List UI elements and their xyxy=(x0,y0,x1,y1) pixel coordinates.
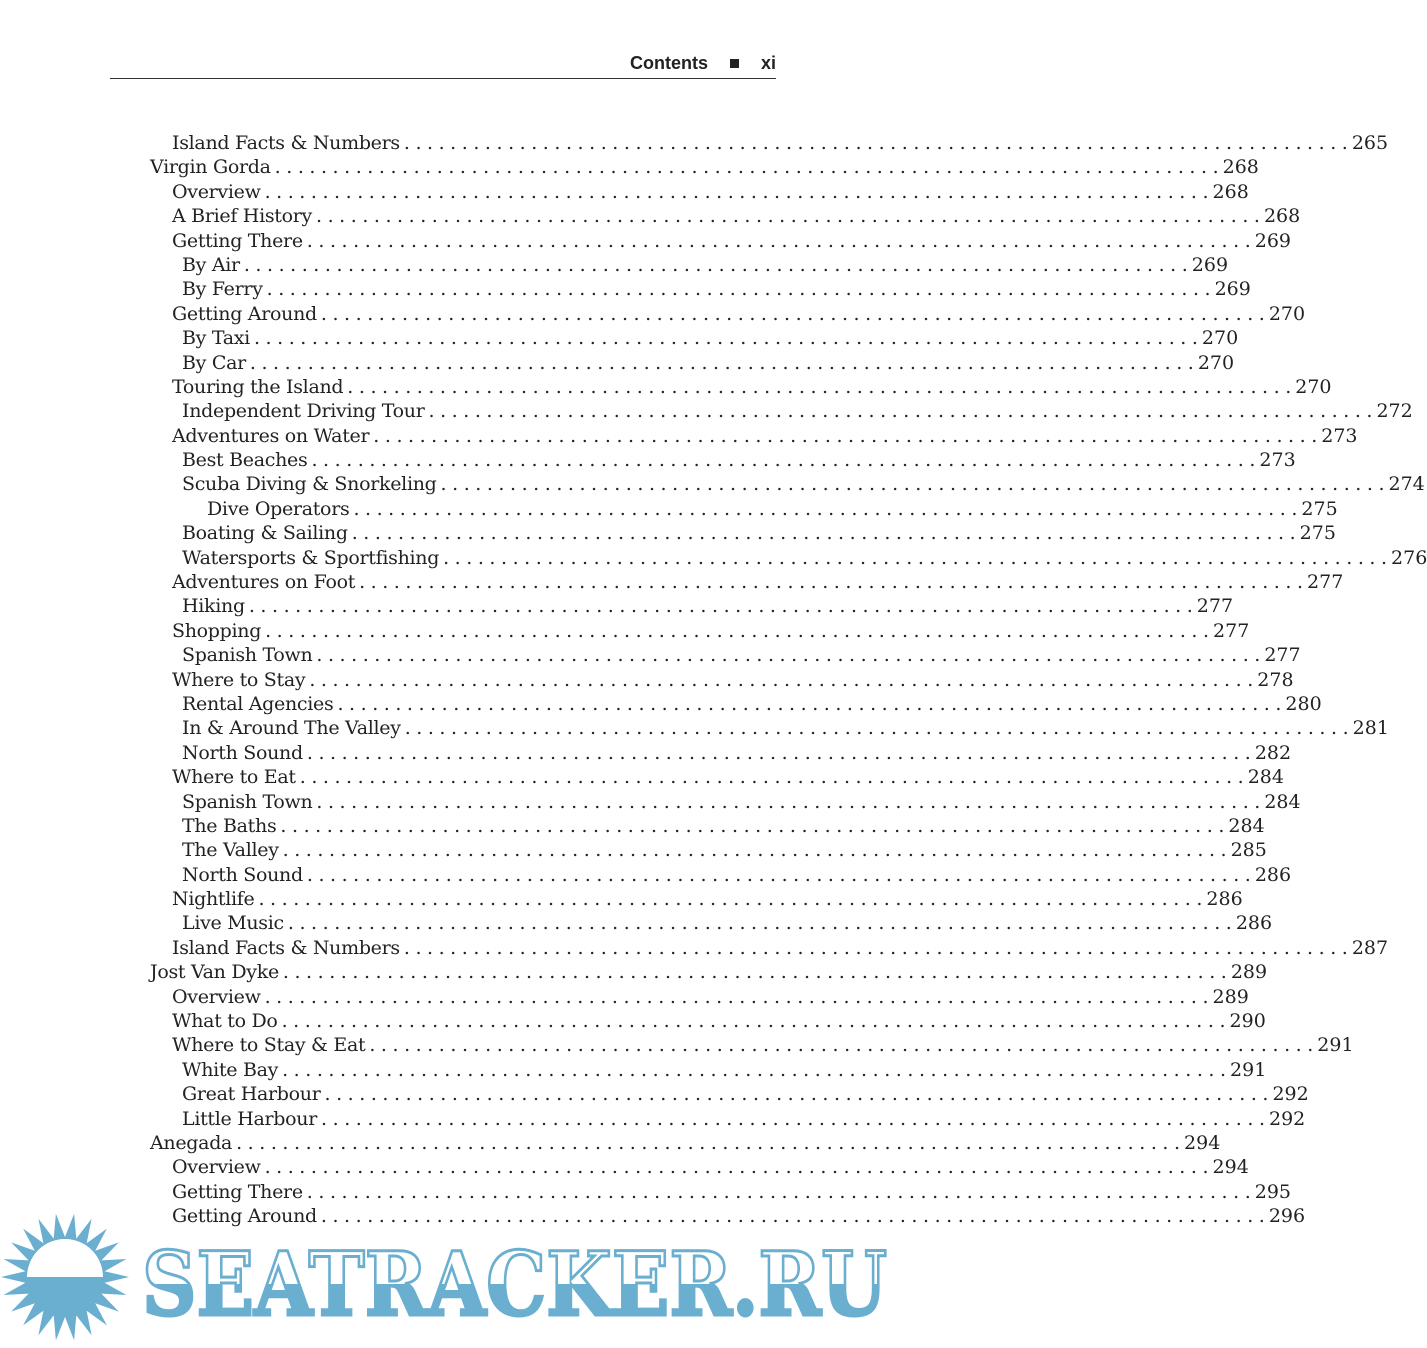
toc-entry-title: By Ferry xyxy=(182,278,263,301)
toc-entry-page: 284 xyxy=(1247,766,1284,789)
toc-entry-title: White Bay xyxy=(182,1058,279,1081)
toc-entry xyxy=(182,253,1229,278)
toc-entry xyxy=(172,229,1292,254)
toc-entry-page: 296 xyxy=(1268,1205,1306,1228)
toc-entry-title: Nightlife xyxy=(172,888,255,911)
toc-entry-page: 292 xyxy=(1268,1107,1306,1130)
toc-entry xyxy=(182,1083,1309,1107)
toc-entry-page: 268 xyxy=(1212,180,1249,203)
dot-leader xyxy=(311,449,1255,471)
toc-entry xyxy=(172,1156,1249,1180)
toc-entry xyxy=(172,180,1249,205)
header-text xyxy=(630,53,776,74)
toc-entry-page: 270 xyxy=(1201,327,1239,350)
watermark-logo xyxy=(0,1215,899,1348)
toc-entry xyxy=(150,156,1259,180)
toc-entry xyxy=(182,644,1301,668)
dot-leader xyxy=(441,473,1385,495)
dot-leader xyxy=(307,742,1251,764)
toc-entry-title: Getting There xyxy=(172,229,303,252)
toc-entry xyxy=(172,132,1389,156)
toc-entry-title: Jost Van Dyke xyxy=(150,961,279,984)
toc-entry-title: By Taxi xyxy=(182,327,250,350)
toc-entry-title: Where to Eat xyxy=(172,766,296,789)
toc-entry-page: 289 xyxy=(1212,985,1249,1008)
toc-entry xyxy=(172,1034,1354,1058)
toc-entry xyxy=(182,473,1425,497)
dot-leader xyxy=(275,156,1219,178)
toc-entry-page: 276 xyxy=(1391,546,1427,569)
toc-entry xyxy=(182,1107,1306,1132)
watermark-text: SEATRACKER.RU xyxy=(142,1232,887,1336)
dot-leader xyxy=(283,839,1227,861)
dot-leader xyxy=(249,595,1193,617)
dot-leader xyxy=(283,961,1227,983)
toc-entry-page: 268 xyxy=(1222,156,1259,179)
toc-entry xyxy=(172,571,1344,595)
toc-entry-title: Watersports & Sportfishing xyxy=(182,546,440,569)
dot-leader xyxy=(369,1034,1313,1056)
toc-entry-title: Boating & Sailing xyxy=(182,522,348,545)
toc-entry xyxy=(182,327,1239,351)
toc-entry-title: Anegada xyxy=(150,1131,233,1154)
toc-entry-page: 270 xyxy=(1295,375,1332,398)
toc-entry-title: Island Facts & Numbers xyxy=(172,936,400,959)
toc-entry-title: Great Harbour xyxy=(182,1083,321,1106)
toc-entry-title: Spanish Town xyxy=(182,790,313,813)
toc-entry-title: What to Do xyxy=(172,1010,278,1033)
dot-leader xyxy=(321,1108,1265,1130)
toc-entry-title: Dive Operators xyxy=(207,497,350,520)
toc-entry-page: 291 xyxy=(1230,1058,1267,1081)
toc-entry-page: 290 xyxy=(1229,1010,1266,1033)
toc-entry xyxy=(172,375,1332,400)
dot-leader xyxy=(288,912,1232,934)
toc-entry-title: Where to Stay & Eat xyxy=(172,1034,366,1057)
toc-entry-page: 286 xyxy=(1235,912,1273,935)
toc-entry-title: A Brief History xyxy=(172,205,312,228)
toc-entry-page: 280 xyxy=(1285,692,1322,715)
toc-entry xyxy=(172,302,1306,327)
dot-leader xyxy=(258,888,1202,910)
toc-entry-page: 292 xyxy=(1272,1083,1309,1106)
dot-leader xyxy=(373,425,1317,447)
toc-entry-title: North Sound xyxy=(182,863,303,886)
toc-entry-title: Getting Around xyxy=(172,1205,317,1228)
toc-entry-page: 265 xyxy=(1351,132,1389,154)
toc-entry-page: 284 xyxy=(1264,790,1301,813)
dot-leader xyxy=(254,327,1198,349)
toc-entry xyxy=(172,985,1249,1010)
toc-entry-page: 277 xyxy=(1213,619,1250,642)
toc-entry xyxy=(150,1131,1221,1156)
toc-entry xyxy=(182,278,1251,302)
dot-leader xyxy=(282,1059,1226,1081)
square-bullet-icon xyxy=(730,59,739,68)
dot-leader xyxy=(405,717,1349,739)
dot-leader xyxy=(353,498,1297,520)
toc-entry-page: 286 xyxy=(1254,863,1292,886)
toc-entry xyxy=(182,839,1267,863)
dot-leader xyxy=(359,571,1303,593)
dot-leader xyxy=(443,547,1387,569)
toc-entry-page: 294 xyxy=(1212,1156,1249,1179)
toc-entry-title: In & Around The Valley xyxy=(182,717,401,740)
toc-entry-page: 269 xyxy=(1191,253,1229,276)
dot-leader xyxy=(316,205,1260,227)
dot-leader xyxy=(244,254,1188,276)
toc-entry-page: 278 xyxy=(1257,668,1294,691)
dot-leader xyxy=(265,620,1209,642)
toc-entry-page: 269 xyxy=(1254,229,1292,252)
toc-entry xyxy=(172,205,1301,229)
toc-entry-page: 277 xyxy=(1307,571,1344,594)
toc-entry xyxy=(182,449,1296,473)
dot-leader xyxy=(282,1010,1226,1032)
toc-entry-title: Getting Around xyxy=(172,302,317,325)
toc-entry-page: 277 xyxy=(1264,644,1301,667)
dot-leader xyxy=(352,522,1296,544)
toc-entry-page: 285 xyxy=(1230,839,1267,862)
toc-entry-title: Overview xyxy=(172,180,261,203)
page-number: xi xyxy=(760,53,776,73)
toc-entry-title: Virgin Gorda xyxy=(150,156,271,179)
toc-entry-page: 275 xyxy=(1301,497,1338,520)
toc-entry-title: Adventures on Water xyxy=(172,424,370,447)
toc-entry-page: 289 xyxy=(1230,961,1268,984)
toc-entry-title: Best Beaches xyxy=(182,449,308,472)
toc-entry xyxy=(182,400,1413,424)
toc-entry-title: Independent Driving Tour xyxy=(182,400,425,423)
toc-entry-page: 273 xyxy=(1321,424,1358,447)
toc-entry-title: Scuba Diving & Snorkeling xyxy=(182,473,437,496)
dot-leader xyxy=(325,1083,1269,1105)
toc-entry-page: 284 xyxy=(1228,814,1265,837)
dot-leader xyxy=(265,986,1209,1008)
toc-entry-title: Overview xyxy=(172,1156,261,1179)
toc-entry-page: 272 xyxy=(1376,400,1413,423)
toc-entry-page: 294 xyxy=(1184,1131,1221,1154)
toc-entry-page: 291 xyxy=(1317,1034,1354,1057)
dot-leader xyxy=(307,864,1251,886)
toc-entry xyxy=(172,668,1294,693)
dot-leader xyxy=(316,791,1260,813)
section-title: Contents xyxy=(629,53,708,73)
toc-entry-title: By Air xyxy=(182,253,240,276)
toc-entry-page: 275 xyxy=(1299,522,1336,545)
toc-entry-title: Where to Stay xyxy=(172,668,306,691)
dot-leader xyxy=(321,303,1265,325)
toc-entry xyxy=(182,692,1322,717)
toc-entry-page: 269 xyxy=(1214,278,1251,301)
toc-entry xyxy=(182,546,1427,571)
toc-entry xyxy=(182,790,1301,815)
dot-leader xyxy=(337,693,1281,715)
toc-entry-page: 282 xyxy=(1254,741,1292,764)
toc-entry xyxy=(172,424,1358,449)
dot-leader xyxy=(265,181,1209,203)
toc-entry xyxy=(182,717,1389,741)
toc-entry xyxy=(182,351,1235,376)
toc-entry-title: Hiking xyxy=(182,595,245,618)
toc-entry-title: By Car xyxy=(182,351,246,374)
dot-leader xyxy=(316,644,1260,666)
toc-entry xyxy=(182,912,1273,936)
toc-entry xyxy=(172,1010,1266,1034)
toc-entry xyxy=(207,497,1338,522)
toc-entry-title: Touring the Island xyxy=(172,375,344,398)
toc-entry-page: 281 xyxy=(1352,717,1389,740)
toc-entry-title: Island Facts & Numbers xyxy=(172,132,400,154)
toc-entry-page: 277 xyxy=(1196,595,1234,618)
toc-entry-title: North Sound xyxy=(182,741,303,764)
toc-entry xyxy=(182,741,1292,766)
toc-entry-page: 270 xyxy=(1268,302,1306,325)
toc-entry-title: Adventures on Foot xyxy=(172,571,356,594)
toc-entry xyxy=(182,1058,1267,1083)
dot-leader xyxy=(347,376,1291,398)
toc-entry-page: 286 xyxy=(1206,888,1243,911)
toc-entry-title: Getting There xyxy=(172,1180,303,1203)
dot-leader xyxy=(236,1132,1180,1154)
toc-entry-page: 287 xyxy=(1351,936,1389,959)
toc-entry-title: Live Music xyxy=(182,912,284,935)
toc-entry-title: Overview xyxy=(172,985,261,1008)
dot-leader xyxy=(280,815,1224,837)
toc-entry xyxy=(182,595,1234,619)
dot-leader xyxy=(267,278,1211,300)
toc-entry-title: Shopping xyxy=(172,619,262,642)
toc-entry xyxy=(150,961,1268,985)
dot-leader xyxy=(265,1156,1209,1178)
dot-leader xyxy=(404,132,1348,154)
toc-entry xyxy=(172,766,1284,790)
dot-leader xyxy=(300,766,1244,788)
toc-entry-page: 268 xyxy=(1263,205,1301,228)
sun-icon xyxy=(1,1214,129,1341)
toc-entry-page: 274 xyxy=(1388,473,1425,496)
toc-entry-page: 273 xyxy=(1259,449,1296,472)
toc-entry xyxy=(182,814,1265,839)
toc-entry-page: 270 xyxy=(1197,351,1235,374)
dot-leader xyxy=(307,230,1251,252)
toc-entry-title: Rental Agencies xyxy=(182,692,334,715)
toc-entry-title: The Valley xyxy=(182,839,279,862)
dot-leader xyxy=(250,352,1194,374)
toc-entry xyxy=(182,863,1292,888)
toc-entry xyxy=(182,522,1336,546)
running-header xyxy=(110,50,776,79)
dot-leader xyxy=(309,669,1253,691)
dot-leader xyxy=(429,400,1373,422)
dot-leader xyxy=(307,1181,1251,1203)
toc-entry xyxy=(172,1180,1292,1205)
toc-entry-title: Little Harbour xyxy=(182,1107,318,1130)
toc-entry-title: The Baths xyxy=(182,814,277,837)
toc-entry-title: Spanish Town xyxy=(182,644,313,667)
toc-entry xyxy=(172,888,1243,912)
toc-entry xyxy=(172,936,1389,961)
toc-entry-page: 295 xyxy=(1254,1180,1292,1203)
toc-entry xyxy=(172,619,1250,644)
dot-leader xyxy=(404,937,1348,959)
